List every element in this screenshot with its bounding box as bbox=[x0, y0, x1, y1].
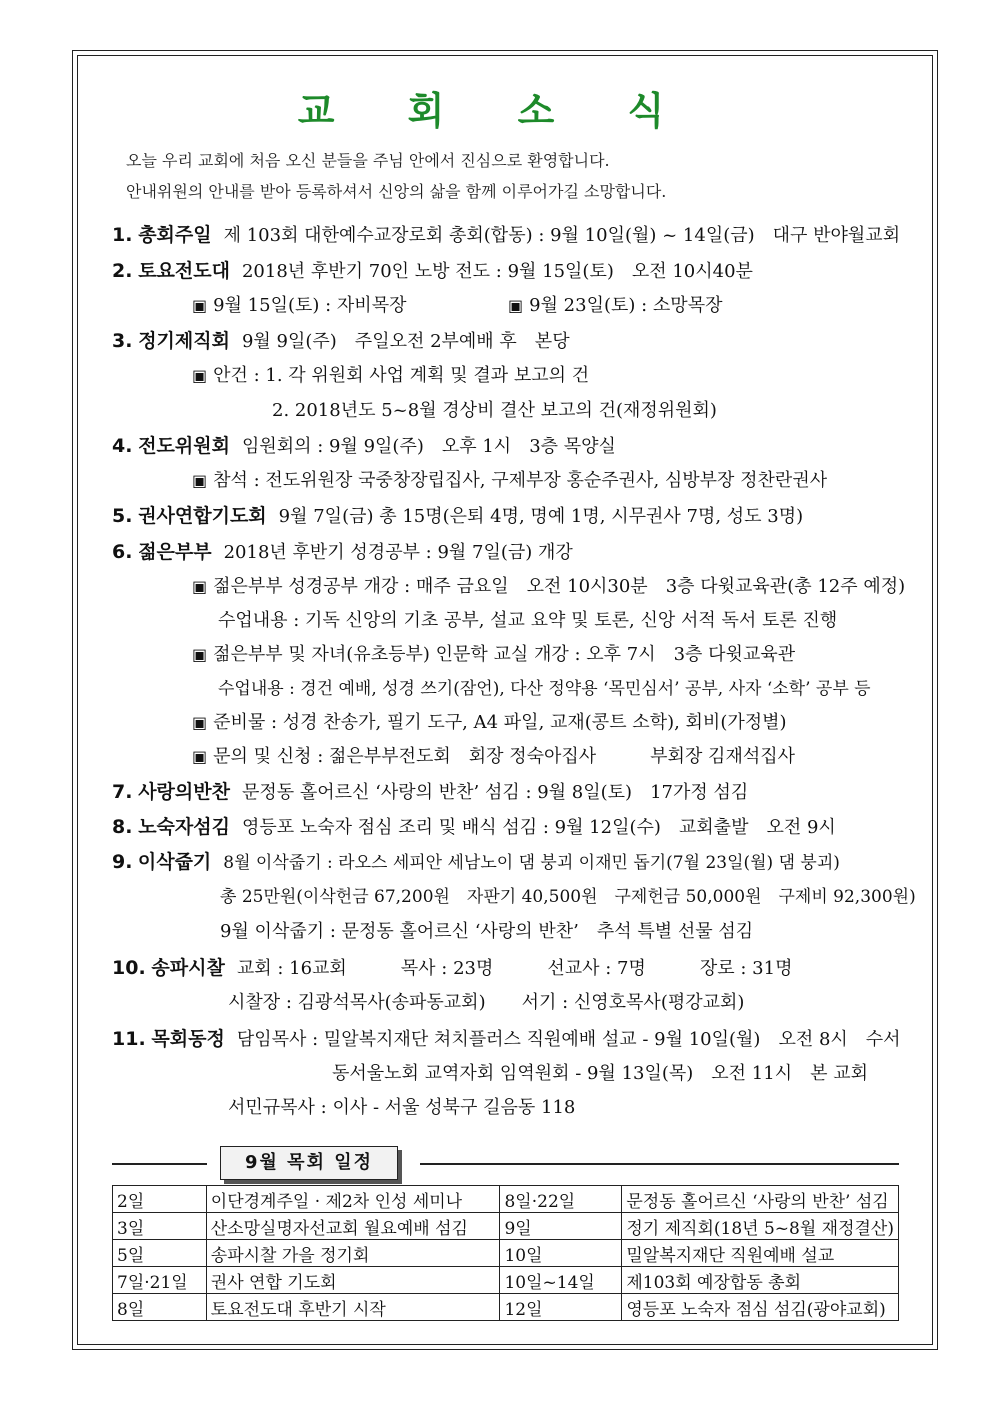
news-item-6-sub-2b: 수업내용 : 경건 예배, 성경 쓰기(잠언), 다산 정약용 ‘목민심서’ 공부, 사자 ‘소학’ 공부 등 bbox=[218, 679, 871, 699]
news-item-6-sub-4: ▣ 문의 및 신청 : 젊은부부전도회 회장 정숙아집사 부회장 김재석집사 bbox=[192, 746, 795, 767]
schedule-date: 8일·22일 bbox=[500, 1186, 622, 1213]
news-item-3: 3. 정기제직회 9월 9일(주) 주일오전 2부예배 후 본당 bbox=[112, 330, 570, 352]
schedule-date: 3일 bbox=[113, 1213, 207, 1240]
schedule-event: 산소망실명자선교회 월요예배 섬김 bbox=[206, 1213, 500, 1240]
news-item-6: 6. 젊은부부 2018년 후반기 성경공부 : 9월 7일(금) 개강 bbox=[112, 541, 573, 563]
news-item-9-sub-1: 총 25만원(이삭헌금 67,200원 자판기 40,500원 구제헌금 50,000원 구제비 92,300원) bbox=[220, 887, 916, 907]
table-row bbox=[113, 1267, 899, 1294]
schedule-title: 9월 목회 일정 bbox=[220, 1146, 398, 1180]
schedule-rule-right bbox=[420, 1163, 899, 1165]
news-item-2-sub-b: ▣ 9월 23일(토) : 소망목장 bbox=[508, 295, 723, 316]
schedule-event: 토요전도대 후반기 시작 bbox=[206, 1294, 500, 1321]
schedule-date: 5일 bbox=[113, 1240, 207, 1267]
news-item-2-sub-a: ▣ 9월 15일(토) : 자비목장 bbox=[192, 295, 407, 316]
news-item-1: 1. 총회주일 제 103회 대한예수교장로회 총회(합동) : 9월 10일(월) ~ 14일(금) 대구 반야월교회 bbox=[112, 224, 901, 246]
table-row bbox=[113, 1213, 899, 1240]
news-item-6-sub-2: ▣ 젊은부부 및 자녀(유초등부) 인문학 교실 개강 : 오후 7시 3층 다윗교육관 bbox=[192, 644, 796, 665]
schedule-event: 권사 연합 기도회 bbox=[206, 1267, 500, 1294]
schedule-date: 10일~14일 bbox=[500, 1267, 622, 1294]
schedule-event: 영등포 노숙자 점심 섬김(광야교회) bbox=[622, 1294, 899, 1321]
news-item-9: 9. 이삭줍기 8월 이삭줍기 : 라오스 세피안 세남노이 댐 붕괴 이재민 돕기(7월 23일(월) 댐 붕괴) bbox=[112, 851, 840, 873]
schedule-date: 2일 bbox=[113, 1186, 207, 1213]
schedule-date: 7일·21일 bbox=[113, 1267, 207, 1294]
news-item-11: 11. 목회동정 담임목사 : 밀알복지재단 쳐치플러스 직원예배 설교 - 9월 10일(월) 오전 8시 수서 bbox=[112, 1028, 901, 1050]
schedule-rule-left bbox=[112, 1163, 207, 1165]
schedule-event: 송파시찰 가을 정기회 bbox=[206, 1240, 500, 1267]
schedule-date: 10일 bbox=[500, 1240, 622, 1267]
schedule-event: 이단경계주일 · 제2차 인성 세미나 bbox=[206, 1186, 500, 1213]
schedule-date: 12일 bbox=[500, 1294, 622, 1321]
schedule-event: 제103회 예장합동 총회 bbox=[622, 1267, 899, 1294]
inner-frame bbox=[77, 55, 933, 1345]
intro-line-2: 안내위원의 안내를 받아 등록하셔서 신앙의 삶을 함께 이루어가길 소망합니다. bbox=[126, 182, 667, 201]
news-item-4-sub-1: ▣ 참석 : 전도위원장 국중창장립집사, 구제부장 홍순주권사, 심방부장 정찬란권사 bbox=[192, 470, 828, 491]
schedule-date: 9일 bbox=[500, 1213, 622, 1240]
schedule-table bbox=[112, 1185, 899, 1321]
news-item-9-sub-2: 9월 이삭줍기 : 문정동 홀어르신 ‘사랑의 반찬’ 추석 특별 선물 섬김 bbox=[220, 921, 754, 942]
news-item-8: 8. 노숙자섬김 영등포 노숙자 점심 조리 및 배식 섬김 : 9월 12일(수) 교회출발 오전 9시 bbox=[112, 816, 836, 838]
schedule-event: 밀알복지재단 직원예배 설교 bbox=[622, 1240, 899, 1267]
schedule-event: 정기 제직회(18년 5~8월 재정결산) bbox=[622, 1213, 899, 1240]
table-row bbox=[113, 1294, 899, 1321]
news-item-10: 10. 송파시찰 교회 : 16교회 목사 : 23명 선교사 : 7명 장로 : 31명 bbox=[112, 957, 793, 979]
news-item-10-sub-1: 시찰장 : 김광석목사(송파동교회) 서기 : 신영호목사(평강교회) bbox=[228, 992, 745, 1013]
news-item-11-sub-1: 동서울노회 교역자회 임역원회 - 9월 13일(목) 오전 11시 본 교회 bbox=[332, 1063, 868, 1084]
news-item-2: 2. 토요전도대 2018년 후반기 70인 노방 전도 : 9월 15일(토) 오전 10시40분 bbox=[112, 260, 753, 282]
table-row bbox=[113, 1240, 899, 1267]
news-item-7: 7. 사랑의반찬 문정동 홀어르신 ‘사랑의 반찬’ 섬김 : 9월 8일(토) 17가정 섬김 bbox=[112, 781, 749, 803]
news-item-6-sub-1b: 수업내용 : 기독 신앙의 기초 공부, 설교 요약 및 토론, 신앙 서적 독서 토론 진행 bbox=[218, 610, 838, 631]
intro-line-1: 오늘 우리 교회에 처음 오신 분들을 주님 안에서 진심으로 환영합니다. bbox=[126, 151, 610, 170]
news-item-3-sub-2: 2. 2018년도 5~8월 경상비 결산 보고의 건(재정위원회) bbox=[272, 400, 717, 421]
news-item-3-sub-1: ▣ 안건 : 1. 각 위원회 사업 계획 및 결과 보고의 건 bbox=[192, 365, 590, 386]
page-title: 교 회 소 식 bbox=[297, 89, 695, 133]
news-item-11-sub-2: 서민규목사 : 이사 - 서울 성북구 길음동 118 bbox=[228, 1097, 576, 1118]
news-item-4: 4. 전도위원회 임원회의 : 9월 9일(주) 오후 1시 3층 목양실 bbox=[112, 435, 616, 457]
table-row bbox=[113, 1186, 899, 1213]
news-item-6-sub-3: ▣ 준비물 : 성경 찬송가, 필기 도구, A4 파일, 교재(콩트 소학), 회비(가정별) bbox=[192, 712, 787, 733]
schedule-date: 8일 bbox=[113, 1294, 207, 1321]
news-item-6-sub-1: ▣ 젊은부부 성경공부 개강 : 매주 금요일 오전 10시30분 3층 다윗교육관(총 12주 예정) bbox=[192, 576, 906, 597]
news-item-5: 5. 권사연합기도회 9월 7일(금) 총 15명(은퇴 4명, 명예 1명, 시무권사 7명, 성도 3명) bbox=[112, 505, 804, 527]
schedule-event: 문정동 홀어르신 ‘사랑의 반찬’ 섬김 bbox=[622, 1186, 899, 1213]
